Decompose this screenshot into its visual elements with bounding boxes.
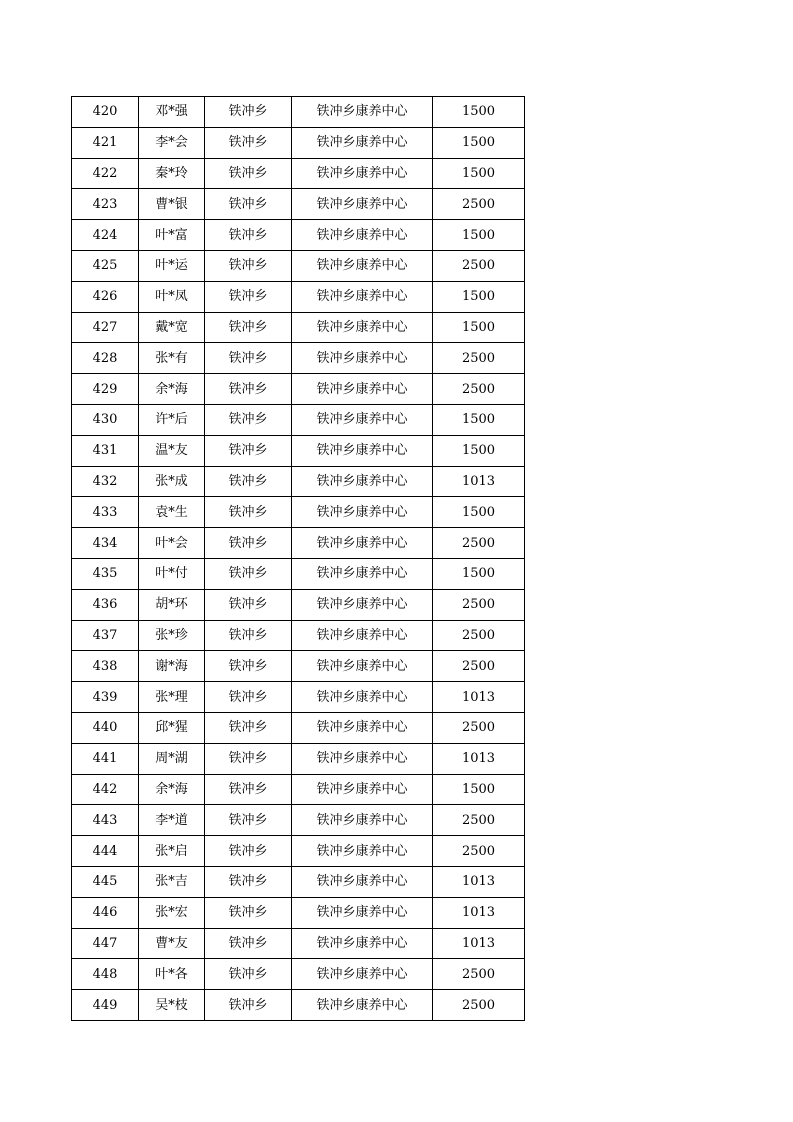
person-name-cell: 余*海	[139, 774, 205, 805]
township-cell: 铁冲乡	[205, 528, 292, 559]
table-row	[72, 589, 525, 620]
table-row	[72, 774, 525, 805]
person-name-cell: 张*有	[139, 343, 205, 374]
institution-cell: 铁冲乡康养中心	[292, 158, 433, 189]
row-number-cell: 444	[72, 836, 139, 867]
amount-cell: 1500	[433, 497, 525, 528]
person-name-cell: 叶*各	[139, 959, 205, 990]
person-name-cell: 谢*海	[139, 651, 205, 682]
amount-cell: 1013	[433, 682, 525, 713]
amount-cell: 2500	[433, 189, 525, 220]
township-cell: 铁冲乡	[205, 836, 292, 867]
roster-table-body	[72, 97, 525, 1021]
row-number-cell: 435	[72, 558, 139, 589]
table-row	[72, 404, 525, 435]
amount-cell: 2500	[433, 651, 525, 682]
amount-cell: 2500	[433, 374, 525, 405]
table-row	[72, 312, 525, 343]
institution-cell: 铁冲乡康养中心	[292, 743, 433, 774]
amount-cell: 2500	[433, 250, 525, 281]
institution-cell: 铁冲乡康养中心	[292, 374, 433, 405]
institution-cell: 铁冲乡康养中心	[292, 866, 433, 897]
amount-cell: 1013	[433, 897, 525, 928]
row-number-cell: 447	[72, 928, 139, 959]
institution-cell: 铁冲乡康养中心	[292, 497, 433, 528]
township-cell: 铁冲乡	[205, 866, 292, 897]
institution-cell: 铁冲乡康养中心	[292, 712, 433, 743]
table-row	[72, 127, 525, 158]
person-name-cell: 张*启	[139, 836, 205, 867]
township-cell: 铁冲乡	[205, 558, 292, 589]
person-name-cell: 余*海	[139, 374, 205, 405]
row-number-cell: 445	[72, 866, 139, 897]
amount-cell: 1500	[433, 774, 525, 805]
amount-cell: 1013	[433, 866, 525, 897]
amount-cell: 1500	[433, 97, 525, 128]
township-cell: 铁冲乡	[205, 281, 292, 312]
township-cell: 铁冲乡	[205, 404, 292, 435]
person-name-cell: 曹*友	[139, 928, 205, 959]
person-name-cell: 胡*环	[139, 589, 205, 620]
institution-cell: 铁冲乡康养中心	[292, 127, 433, 158]
table-row	[72, 651, 525, 682]
institution-cell: 铁冲乡康养中心	[292, 805, 433, 836]
row-number-cell: 426	[72, 281, 139, 312]
person-name-cell: 张*理	[139, 682, 205, 713]
row-number-cell: 431	[72, 435, 139, 466]
township-cell: 铁冲乡	[205, 589, 292, 620]
amount-cell: 2500	[433, 620, 525, 651]
amount-cell: 2500	[433, 959, 525, 990]
township-cell: 铁冲乡	[205, 158, 292, 189]
person-name-cell: 叶*凤	[139, 281, 205, 312]
person-name-cell: 李*道	[139, 805, 205, 836]
person-name-cell: 张*成	[139, 466, 205, 497]
table-row	[72, 743, 525, 774]
table-row	[72, 250, 525, 281]
amount-cell: 1500	[433, 220, 525, 251]
row-number-cell: 427	[72, 312, 139, 343]
institution-cell: 铁冲乡康养中心	[292, 990, 433, 1021]
row-number-cell: 442	[72, 774, 139, 805]
table-row	[72, 435, 525, 466]
row-number-cell: 436	[72, 589, 139, 620]
person-name-cell: 李*会	[139, 127, 205, 158]
table-row	[72, 97, 525, 128]
row-number-cell: 443	[72, 805, 139, 836]
township-cell: 铁冲乡	[205, 959, 292, 990]
table-row	[72, 528, 525, 559]
amount-cell: 2500	[433, 990, 525, 1021]
township-cell: 铁冲乡	[205, 805, 292, 836]
township-cell: 铁冲乡	[205, 651, 292, 682]
amount-cell: 1500	[433, 158, 525, 189]
institution-cell: 铁冲乡康养中心	[292, 97, 433, 128]
amount-cell: 1013	[433, 928, 525, 959]
person-name-cell: 吴*枝	[139, 990, 205, 1021]
row-number-cell: 439	[72, 682, 139, 713]
table-row	[72, 497, 525, 528]
row-number-cell: 421	[72, 127, 139, 158]
table-row	[72, 281, 525, 312]
row-number-cell: 432	[72, 466, 139, 497]
institution-cell: 铁冲乡康养中心	[292, 682, 433, 713]
person-name-cell: 叶*付	[139, 558, 205, 589]
institution-cell: 铁冲乡康养中心	[292, 466, 433, 497]
township-cell: 铁冲乡	[205, 220, 292, 251]
institution-cell: 铁冲乡康养中心	[292, 312, 433, 343]
amount-cell: 2500	[433, 712, 525, 743]
institution-cell: 铁冲乡康养中心	[292, 928, 433, 959]
table-row	[72, 866, 525, 897]
table-row	[72, 189, 525, 220]
township-cell: 铁冲乡	[205, 743, 292, 774]
row-number-cell: 441	[72, 743, 139, 774]
row-number-cell: 434	[72, 528, 139, 559]
table-row	[72, 990, 525, 1021]
table-row	[72, 682, 525, 713]
amount-cell: 2500	[433, 528, 525, 559]
amount-cell: 2500	[433, 589, 525, 620]
amount-cell: 1500	[433, 312, 525, 343]
amount-cell: 1500	[433, 281, 525, 312]
table-row	[72, 158, 525, 189]
row-number-cell: 422	[72, 158, 139, 189]
row-number-cell: 425	[72, 250, 139, 281]
amount-cell: 1013	[433, 743, 525, 774]
table-row	[72, 466, 525, 497]
institution-cell: 铁冲乡康养中心	[292, 558, 433, 589]
amount-cell: 1500	[433, 558, 525, 589]
table-row	[72, 343, 525, 374]
row-number-cell: 424	[72, 220, 139, 251]
institution-cell: 铁冲乡康养中心	[292, 404, 433, 435]
township-cell: 铁冲乡	[205, 97, 292, 128]
township-cell: 铁冲乡	[205, 466, 292, 497]
row-number-cell: 449	[72, 990, 139, 1021]
person-name-cell: 邓*强	[139, 97, 205, 128]
institution-cell: 铁冲乡康养中心	[292, 897, 433, 928]
township-cell: 铁冲乡	[205, 343, 292, 374]
amount-cell: 1013	[433, 466, 525, 497]
row-number-cell: 430	[72, 404, 139, 435]
institution-cell: 铁冲乡康养中心	[292, 435, 433, 466]
table-row	[72, 805, 525, 836]
institution-cell: 铁冲乡康养中心	[292, 220, 433, 251]
amount-cell: 1500	[433, 127, 525, 158]
township-cell: 铁冲乡	[205, 774, 292, 805]
roster-table	[71, 96, 525, 1021]
person-name-cell: 叶*富	[139, 220, 205, 251]
township-cell: 铁冲乡	[205, 189, 292, 220]
person-name-cell: 戴*宽	[139, 312, 205, 343]
institution-cell: 铁冲乡康养中心	[292, 589, 433, 620]
institution-cell: 铁冲乡康养中心	[292, 250, 433, 281]
row-number-cell: 433	[72, 497, 139, 528]
township-cell: 铁冲乡	[205, 682, 292, 713]
institution-cell: 铁冲乡康养中心	[292, 620, 433, 651]
row-number-cell: 448	[72, 959, 139, 990]
institution-cell: 铁冲乡康养中心	[292, 528, 433, 559]
township-cell: 铁冲乡	[205, 990, 292, 1021]
township-cell: 铁冲乡	[205, 435, 292, 466]
table-row	[72, 836, 525, 867]
person-name-cell: 秦*玲	[139, 158, 205, 189]
table-row	[72, 712, 525, 743]
row-number-cell: 437	[72, 620, 139, 651]
institution-cell: 铁冲乡康养中心	[292, 959, 433, 990]
person-name-cell: 邱*猩	[139, 712, 205, 743]
township-cell: 铁冲乡	[205, 928, 292, 959]
person-name-cell: 叶*会	[139, 528, 205, 559]
table-row	[72, 620, 525, 651]
table-row	[72, 959, 525, 990]
person-name-cell: 张*珍	[139, 620, 205, 651]
person-name-cell: 袁*生	[139, 497, 205, 528]
person-name-cell: 叶*运	[139, 250, 205, 281]
row-number-cell: 429	[72, 374, 139, 405]
table-row	[72, 558, 525, 589]
institution-cell: 铁冲乡康养中心	[292, 651, 433, 682]
township-cell: 铁冲乡	[205, 620, 292, 651]
amount-cell: 2500	[433, 805, 525, 836]
table-row	[72, 897, 525, 928]
institution-cell: 铁冲乡康养中心	[292, 189, 433, 220]
amount-cell: 1500	[433, 404, 525, 435]
township-cell: 铁冲乡	[205, 312, 292, 343]
row-number-cell: 423	[72, 189, 139, 220]
institution-cell: 铁冲乡康养中心	[292, 836, 433, 867]
row-number-cell: 446	[72, 897, 139, 928]
row-number-cell: 428	[72, 343, 139, 374]
institution-cell: 铁冲乡康养中心	[292, 774, 433, 805]
township-cell: 铁冲乡	[205, 127, 292, 158]
person-name-cell: 许*后	[139, 404, 205, 435]
table-row	[72, 928, 525, 959]
row-number-cell: 420	[72, 97, 139, 128]
row-number-cell: 440	[72, 712, 139, 743]
table-row	[72, 220, 525, 251]
township-cell: 铁冲乡	[205, 712, 292, 743]
township-cell: 铁冲乡	[205, 374, 292, 405]
row-number-cell: 438	[72, 651, 139, 682]
person-name-cell: 周*湖	[139, 743, 205, 774]
table-row	[72, 374, 525, 405]
institution-cell: 铁冲乡康养中心	[292, 281, 433, 312]
amount-cell: 1500	[433, 435, 525, 466]
township-cell: 铁冲乡	[205, 497, 292, 528]
person-name-cell: 温*友	[139, 435, 205, 466]
township-cell: 铁冲乡	[205, 250, 292, 281]
institution-cell: 铁冲乡康养中心	[292, 343, 433, 374]
township-cell: 铁冲乡	[205, 897, 292, 928]
person-name-cell: 曹*银	[139, 189, 205, 220]
amount-cell: 2500	[433, 836, 525, 867]
person-name-cell: 张*吉	[139, 866, 205, 897]
amount-cell: 2500	[433, 343, 525, 374]
person-name-cell: 张*宏	[139, 897, 205, 928]
